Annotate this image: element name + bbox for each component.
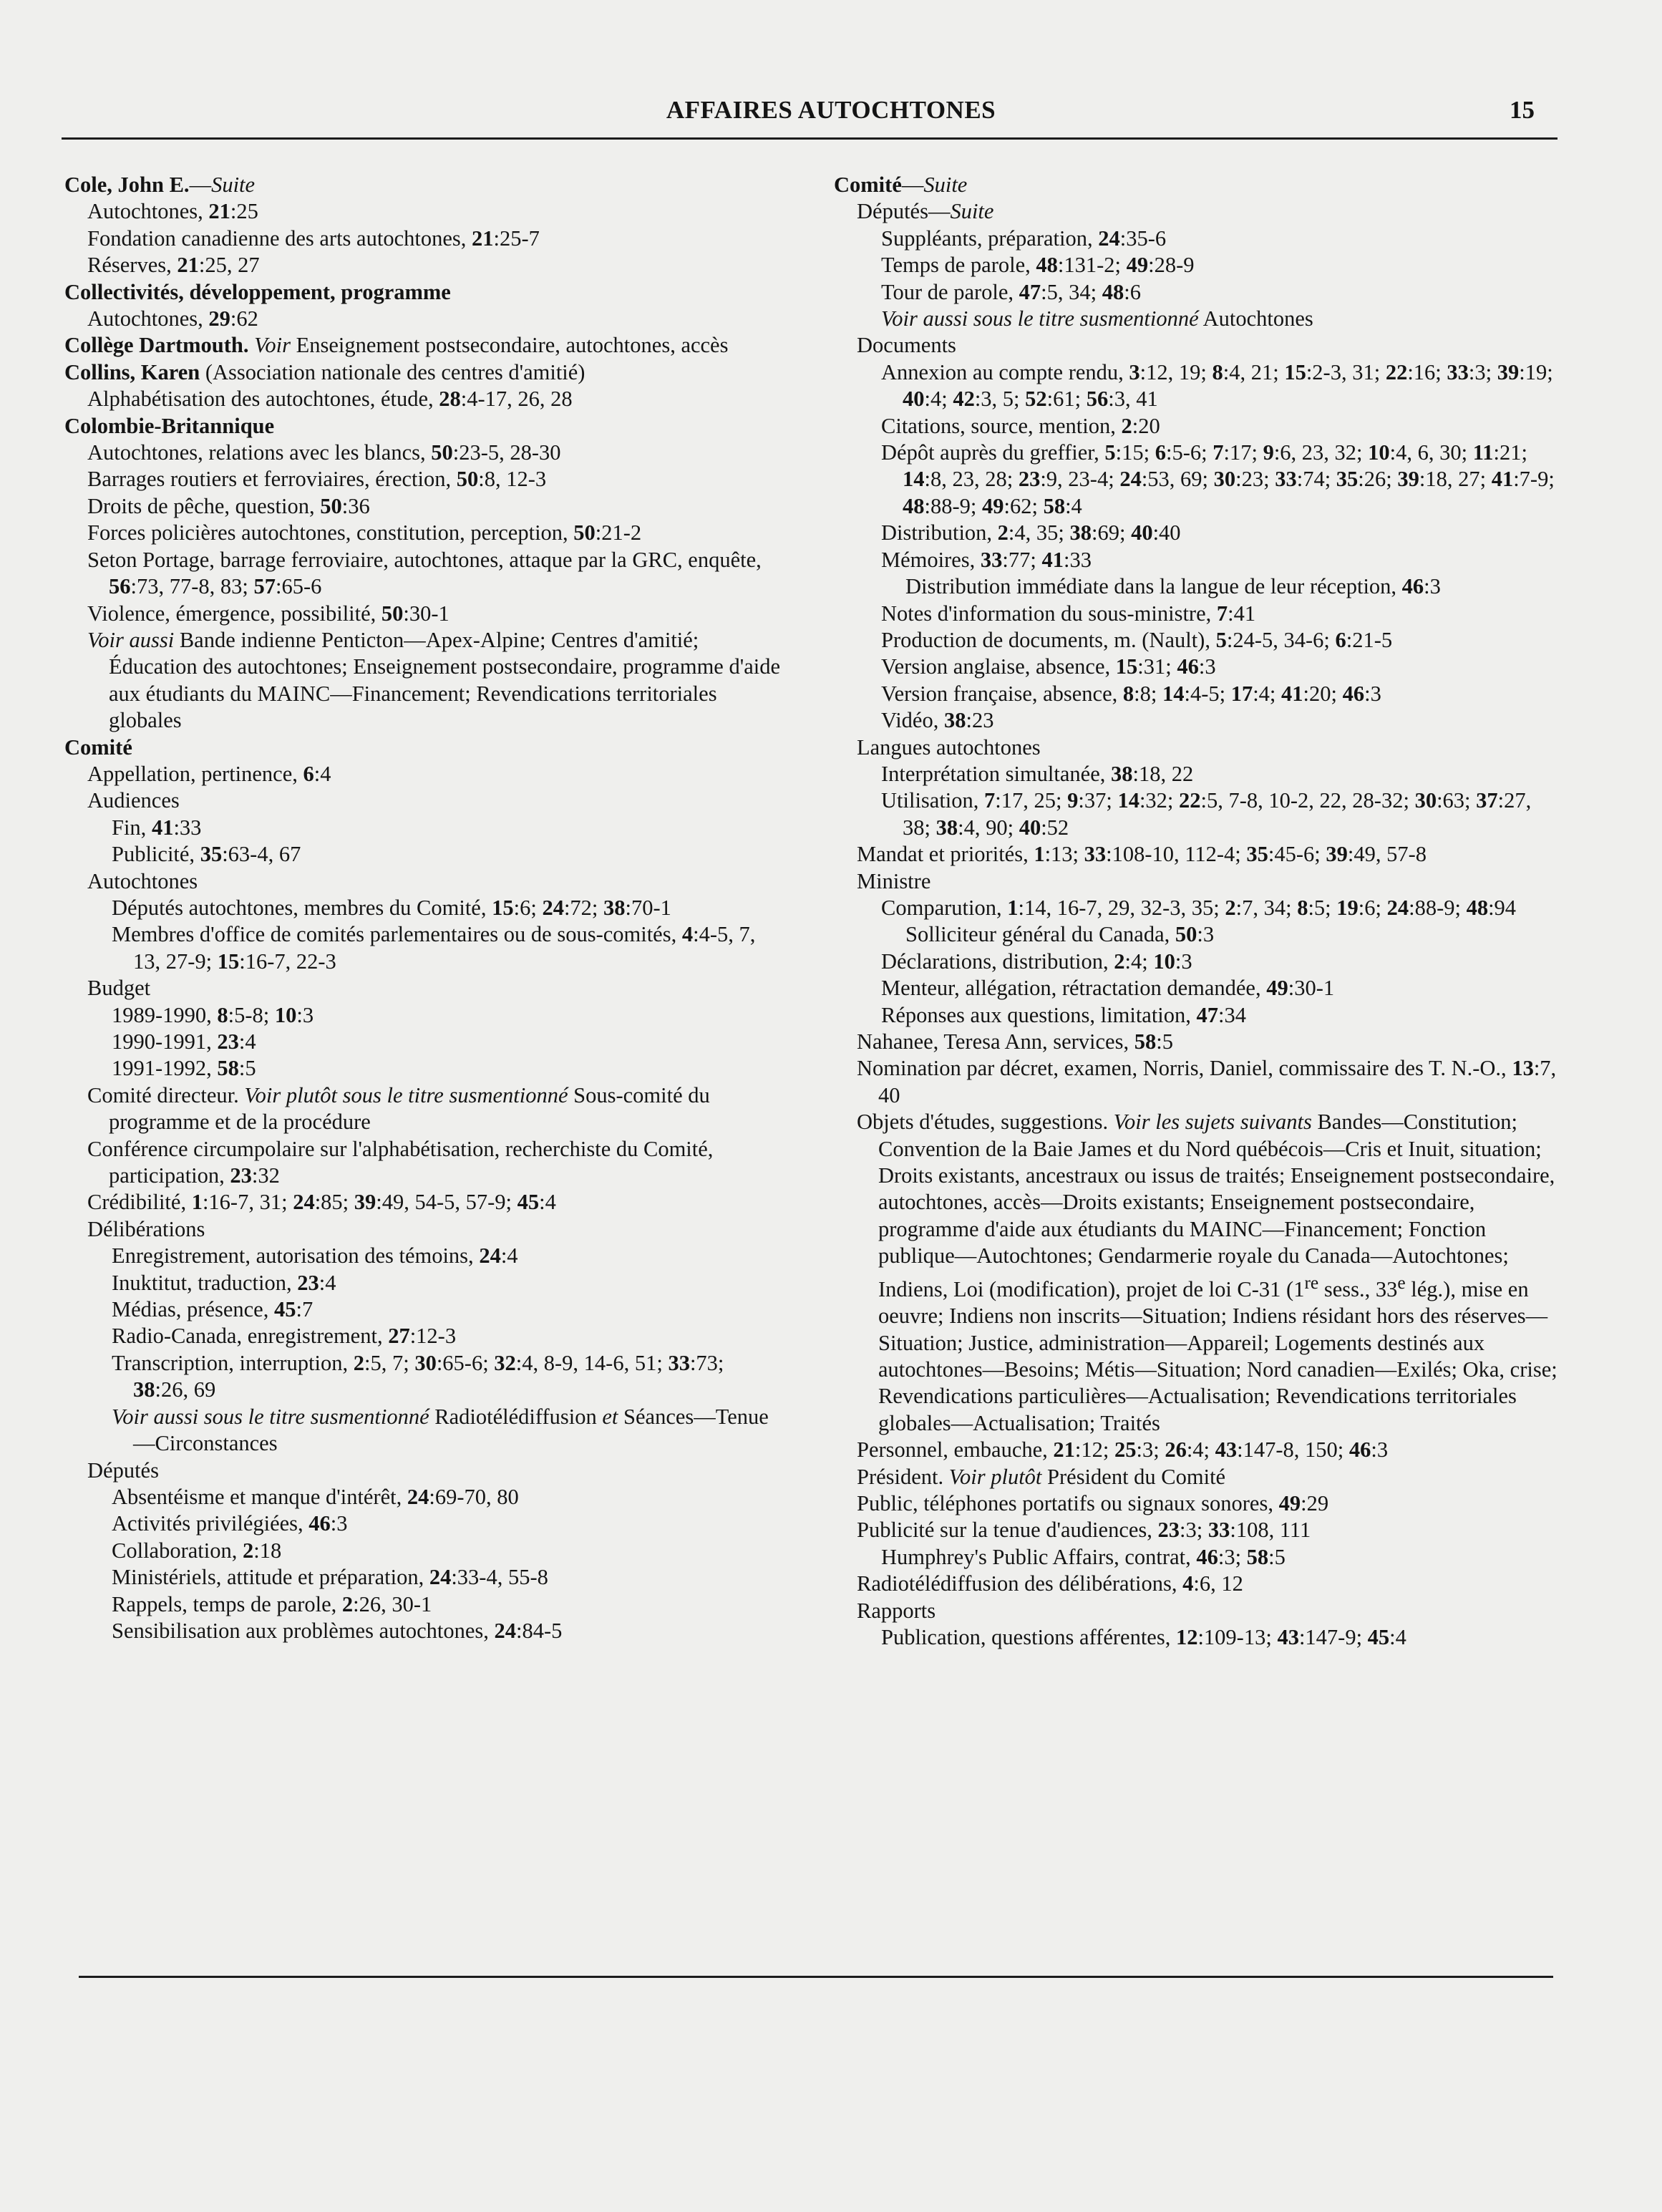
index-entry: Médias, présence, 45:7 [112,1297,314,1322]
index-entry: Fin, 41:33 [112,815,202,840]
index-heading: Collectivités, développement, programme [64,279,451,304]
index-entry: Version française, absence, 8:8; 14:4-5; 17:4; 41:20; 46:3 [881,681,1381,706]
index-entry: 1989-1990, 8:5-8; 10:3 [112,1002,314,1027]
index-entry: Absentéisme et manque d'intérêt, 24:69-70, 80 [112,1484,519,1509]
index-entry: Nahanee, Teresa Ann, services, 58:5 [857,1029,1173,1054]
index-entry: Notes d'information du sous-ministre, 7:41 [881,601,1256,626]
index-entry: Comparution, 1:14, 16-7, 29, 32-3, 35; 2:7, 34; 8:5; 19:6; 24:88-9; 48:94 [881,895,1517,920]
index-entry: Appellation, pertinence, 6:4 [87,761,331,786]
index-entry: Autochtones, 21:25 [87,199,258,224]
index-entry: Membres d'office de comités parlementaires ou de sous-comités, 4:4-5, 7, 13, 27-9; 15:16-7, 22-3 [112,922,756,974]
index-entry: Solliciteur général du Canada, 50:3 [905,922,1215,947]
index-heading: Comité—Suite [834,173,968,197]
index-entry: Distribution, 2:4, 35; 38:69; 40:40 [881,520,1181,545]
index-entry: Radiotélédiffusion des délibérations, 4:6, 12 [857,1571,1243,1596]
index-entry: Barrages routiers et ferroviaires, érection, 50:8, 12-3 [87,467,547,492]
index-entry: Voir aussi sous le titre susmentionné Autochtones [881,306,1313,331]
index-entry: 1991-1992, 58:5 [112,1056,256,1081]
index-entry: Nomination par décret, examen, Norris, Daniel, commissaire des T. N.-O., 13:7, 40 [857,1056,1557,1107]
index-entry: Inuktitut, traduction, 23:4 [112,1270,336,1295]
footer-rule [79,1976,1553,1978]
index-column-left [64,172,780,1644]
index-entry: Public, téléphones portatifs ou signaux sonores, 49:29 [857,1491,1329,1516]
index-entry: Production de documents, m. (Nault), 5:24-5, 34-6; 6:21-5 [881,627,1393,652]
index-entry: Voir aussi Bande indienne Penticton—Apex-Alpine; Centres d'amitié; Éducation des autochtones; Enseignement postsecondaire, programme d'aide aux étudiants du MAINC—Financement; Revendications territoriales globales [87,627,780,733]
index-entry: Annexion au compte rendu, 3:12, 19; 8:4, 21; 15:2-3, 31; 22:16; 33:3; 39:19; 40:4; 42:3, 5; 52:61; 56:3, 41 [881,359,1553,412]
index-entry: Collaboration, 2:18 [112,1538,282,1563]
running-header-title: AFFAIRES AUTOCHTONES [666,96,996,124]
index-entry: Dépôt auprès du greffier, 5:15; 6:5-6; 7:17; 9:6, 23, 32; 10:4, 6, 30; 11:21; 14:8, 23, 28; 23:9, 23-4; 24:53, 69; 30:23; 33:74; 35:26; 39:18, 27; 41:7-9; 48:88-9; 49:62; 58:4 [881,440,1555,518]
index-entry: Documents [857,333,956,358]
index-entry: Seton Portage, barrage ferroviaire, autochtones, attaque par la GRC, enquête, 56:73, 77-8, 83; 57:65-6 [87,547,762,599]
index-entry: Distribution immédiate dans la langue de leur réception, 46:3 [905,574,1441,599]
index-entry: Autochtones [87,868,198,893]
index-entry: Députés [87,1457,159,1483]
index-entry: Forces policières autochtones, constitution, perception, 50:21-2 [87,520,642,545]
index-entry: Réponses aux questions, limitation, 47:34 [881,1002,1247,1027]
header-rule [62,137,1557,140]
index-entry: Tour de parole, 47:5, 34; 48:6 [881,279,1141,304]
index-entry: Mémoires, 33:77; 41:33 [881,547,1092,572]
index-entry: Humphrey's Public Affairs, contrat, 46:3; 58:5 [881,1544,1286,1569]
index-entry: Enregistrement, autorisation des témoins, 24:4 [112,1243,518,1268]
index-heading: Cole, John E.—Suite [64,173,256,197]
index-entry: Alphabétisation des autochtones, étude, 28:4-17, 26, 28 [87,387,573,412]
index-heading: Comité [64,734,132,760]
index-entry: Suppléants, préparation, 24:35-6 [881,225,1167,251]
index-entry: Audiences [87,788,180,813]
page-number: 15 [1510,96,1535,124]
index-entry: Mandat et priorités, 1:13; 33:108-10, 112-4; 35:45-6; 39:49, 57-8 [857,842,1427,867]
index-entry: Temps de parole, 48:131-2; 49:28-9 [881,253,1195,278]
index-heading: Collins, Karen (Association nationale des centres d'amitié) [64,359,585,384]
index-entry: Voir aussi sous le titre susmentionné Radiotélédiffusion et Séances—Tenue—Circonstances [112,1404,769,1456]
index-entry: Ministre [857,868,931,893]
index-entry: Fondation canadienne des arts autochtones, 21:25-7 [87,225,540,251]
index-entry: Personnel, embauche, 21:12; 25:3; 26:4; 43:147-8, 150; 46:3 [857,1437,1389,1462]
index-entry: Rappels, temps de parole, 2:26, 30-1 [112,1591,432,1616]
index-entry: Version anglaise, absence, 15:31; 46:3 [881,654,1216,679]
index-entry: Rapports [857,1598,936,1623]
index-entry: Délibérations [87,1216,205,1241]
index-entry: Radio-Canada, enregistrement, 27:12-3 [112,1324,457,1349]
index-entry: Crédibilité, 1:16-7, 31; 24:85; 39:49, 54-5, 57-9; 45:4 [87,1190,556,1215]
index-entry: Langues autochtones [857,734,1041,760]
index-entry: Déclarations, distribution, 2:4; 10:3 [881,949,1192,974]
index-entry: Utilisation, 7:17, 25; 9:37; 14:32; 22:5, 7-8, 10-2, 22, 28-32; 30:63; 37:27, 38; 38:4, 90; 40:52 [881,788,1532,840]
index-entry: Autochtones, 29:62 [87,306,258,331]
index-entry: Citations, source, mention, 2:20 [881,413,1160,438]
index-entry: Conférence circumpolaire sur l'alphabétisation, recherchiste du Comité, participation, 23:32 [87,1136,714,1188]
index-column-right [834,172,1560,1651]
index-entry: Publicité sur la tenue d'audiences, 23:3; 33:108, 111 [857,1518,1311,1543]
index-entry: 1990-1991, 23:4 [112,1029,256,1054]
index-heading: Collège Dartmouth. Voir Enseignement postsecondaire, autochtones, accès [64,333,729,358]
index-entry: Transcription, interruption, 2:5, 7; 30:65-6; 32:4, 8-9, 14-6, 51; 33:73; 38:26, 69 [112,1350,724,1402]
index-entry: Menteur, allégation, rétractation demandée, 49:30-1 [881,976,1335,1001]
index-entry: Publicité, 35:63-4, 67 [112,842,301,867]
index-entry: Droits de pêche, question, 50:36 [87,493,370,518]
index-entry: Comité directeur. Voir plutôt sous le titre susmentionné Sous-comité du programme et de la procédure [87,1082,710,1135]
index-entry: Publication, questions afférentes, 12:109-13; 43:147-9; 45:4 [881,1625,1406,1650]
index-entry: Réserves, 21:25, 27 [87,253,260,278]
index-entry: Députés autochtones, membres du Comité, 15:6; 24:72; 38:70-1 [112,895,671,920]
index-entry: Violence, émergence, possibilité, 50:30-1 [87,601,449,626]
index-entry: Ministériels, attitude et préparation, 24:33-4, 55-8 [112,1565,548,1590]
index-entry: Président. Voir plutôt Président du Comité [857,1464,1226,1489]
index-entry: Députés—Suite [857,199,994,224]
index-entry: Activités privilégiées, 46:3 [112,1511,348,1536]
index-entry: Sensibilisation aux problèmes autochtones, 24:84-5 [112,1618,563,1643]
index-entry: Vidéo, 38:23 [881,708,994,733]
index-heading: Colombie-Britannique [64,413,275,438]
index-entry: Interprétation simultanée, 38:18, 22 [881,761,1194,786]
index-entry: Budget [87,976,151,1001]
index-entry: Autochtones, relations avec les blancs, 50:23-5, 28-30 [87,440,561,465]
index-entry: Objets d'études, suggestions. Voir les sujets suivants Bandes—Constitution; Convention de la Baie James et du Nord québécois—Cris et Inuit, situation; Droits existants, ancestraux ou issus de traités; Enseignement postsecondaire, autochtones, accès—Droits existants; Enseignement postsecondaire, programme d'aide aux étudiants du MAINC—Financement; Fonction publique—Autochtones; Gendarmerie royale du Canada—Autochtones; Indiens, Loi (modification), projet de loi C-31 (1re sess., 33e lég.), mise en oeuvre; Indiens non inscrits—Situation; Indiens résidant hors des réserves—Situation; Justice, administration—Appareil; Logements destinés aux autochtones—Besoins; Métis—Situation; Nord canadien—Exilés; Oka, crise; Revendications particulières—Actualisation; Revendications territoriales globales—Actualisation; Traités [857,1110,1557,1435]
